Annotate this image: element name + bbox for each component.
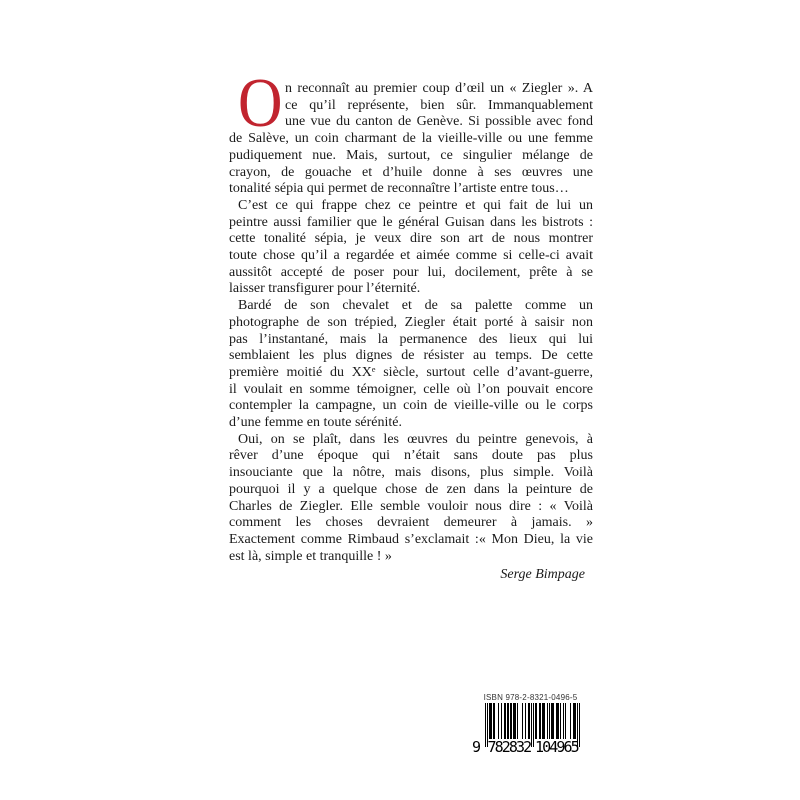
blurb-text-block: [229, 65, 593, 584]
barcode-digits-left-group: 782832: [487, 738, 531, 756]
text-line: de Salève, un coin charmant de la vieille-ville ou une femme: [229, 131, 593, 147]
text-line: Bardé de son chevalet et de sa palette comme un: [238, 298, 593, 314]
paragraph: [229, 432, 593, 566]
isbn-label: ISBN 978-2-8321-0496-5: [483, 693, 578, 702]
drop-cap-letter: O: [238, 65, 283, 142]
text-line: pas l’instantané, mais la permanence des lieux qui lui: [229, 331, 593, 347]
author-signature: Serge Bimpage: [500, 567, 585, 583]
text-line: semblaient les plus dignes de résister au temps. De cette: [229, 348, 593, 364]
text-line: comment les choses devraient demeurer à jamais. »: [229, 515, 593, 531]
text-line: tonalité sépia qui permet de reconnaître l’artiste entre tous…: [229, 181, 569, 197]
text-line: Charles de Ziegler. Elle semble vouloir nous dire : « Voilà: [229, 498, 593, 514]
text-line: première moitié du XXᵉ siècle, surtout celle d’avant-guerre,: [229, 364, 593, 380]
text-line: C’est ce qui frappe chez ce peintre et qui fait de lui un: [238, 197, 593, 213]
barcode-digit-first: 9: [472, 738, 480, 756]
blurb-paragraphs: [229, 81, 593, 565]
ean13-barcode: [472, 703, 580, 761]
text-line: n reconnaît au premier coup d’œil un « Ziegler ». A: [285, 81, 593, 96]
paragraph: [229, 198, 593, 298]
barcode-block: [470, 693, 588, 761]
text-line: peintre aussi familier que le général Guisan dans les bistrots :: [229, 214, 593, 230]
text-line: est là, simple et tranquille ! »: [229, 548, 392, 564]
text-line: cette tonalité sépia, je veux dire son art de nous montrer: [229, 231, 593, 247]
text-line: pourquoi il y a quelque chose de zen dans la peinture de: [229, 481, 593, 497]
text-line: Exactement comme Rimbaud s’exclamait :« Mon Dieu, la vie: [229, 531, 593, 547]
text-line: photographe de son trépied, Ziegler était porté à saisir non: [229, 314, 593, 330]
text-line: crayon, de gouache et d’huile donne à ses œuvres une: [229, 164, 593, 180]
text-line: il voulait en somme témoigner, celle où l’on pouvait encore: [229, 381, 593, 397]
text-line: insouciante que la nôtre, mais disons, plus simple. Voilà: [229, 465, 593, 481]
barcode-digits-right-group: 104965: [535, 738, 578, 756]
text-line: aussitôt accepté de poser pour lui, docilement, prête à se: [229, 264, 593, 280]
text-line: une vue du canton de Genève. Si possible avec fond: [285, 114, 593, 130]
text-line: contempler la campagne, un coin de vieille-ville ou le corps: [229, 398, 593, 414]
paragraph: [229, 298, 593, 432]
text-line: Oui, on se plaît, dans les œuvres du peintre genevois, à: [238, 431, 593, 447]
text-line: laisser transfigurer pour l’éternité.: [229, 281, 421, 297]
paragraph: [229, 81, 593, 198]
text-line: pudiquement nue. Mais, surtout, ce singulier mélange de: [229, 147, 593, 163]
text-line: d’une femme en toute sérénité.: [229, 415, 402, 431]
text-line: toute chose qu’il a regardée et aimée comme si celle-ci avait: [229, 248, 593, 264]
text-line: ce qu’il représente, bien sûr. Immanquablement: [285, 97, 593, 113]
text-line: rêver d’une époque qui n’était sans doute pas plus: [229, 448, 593, 464]
